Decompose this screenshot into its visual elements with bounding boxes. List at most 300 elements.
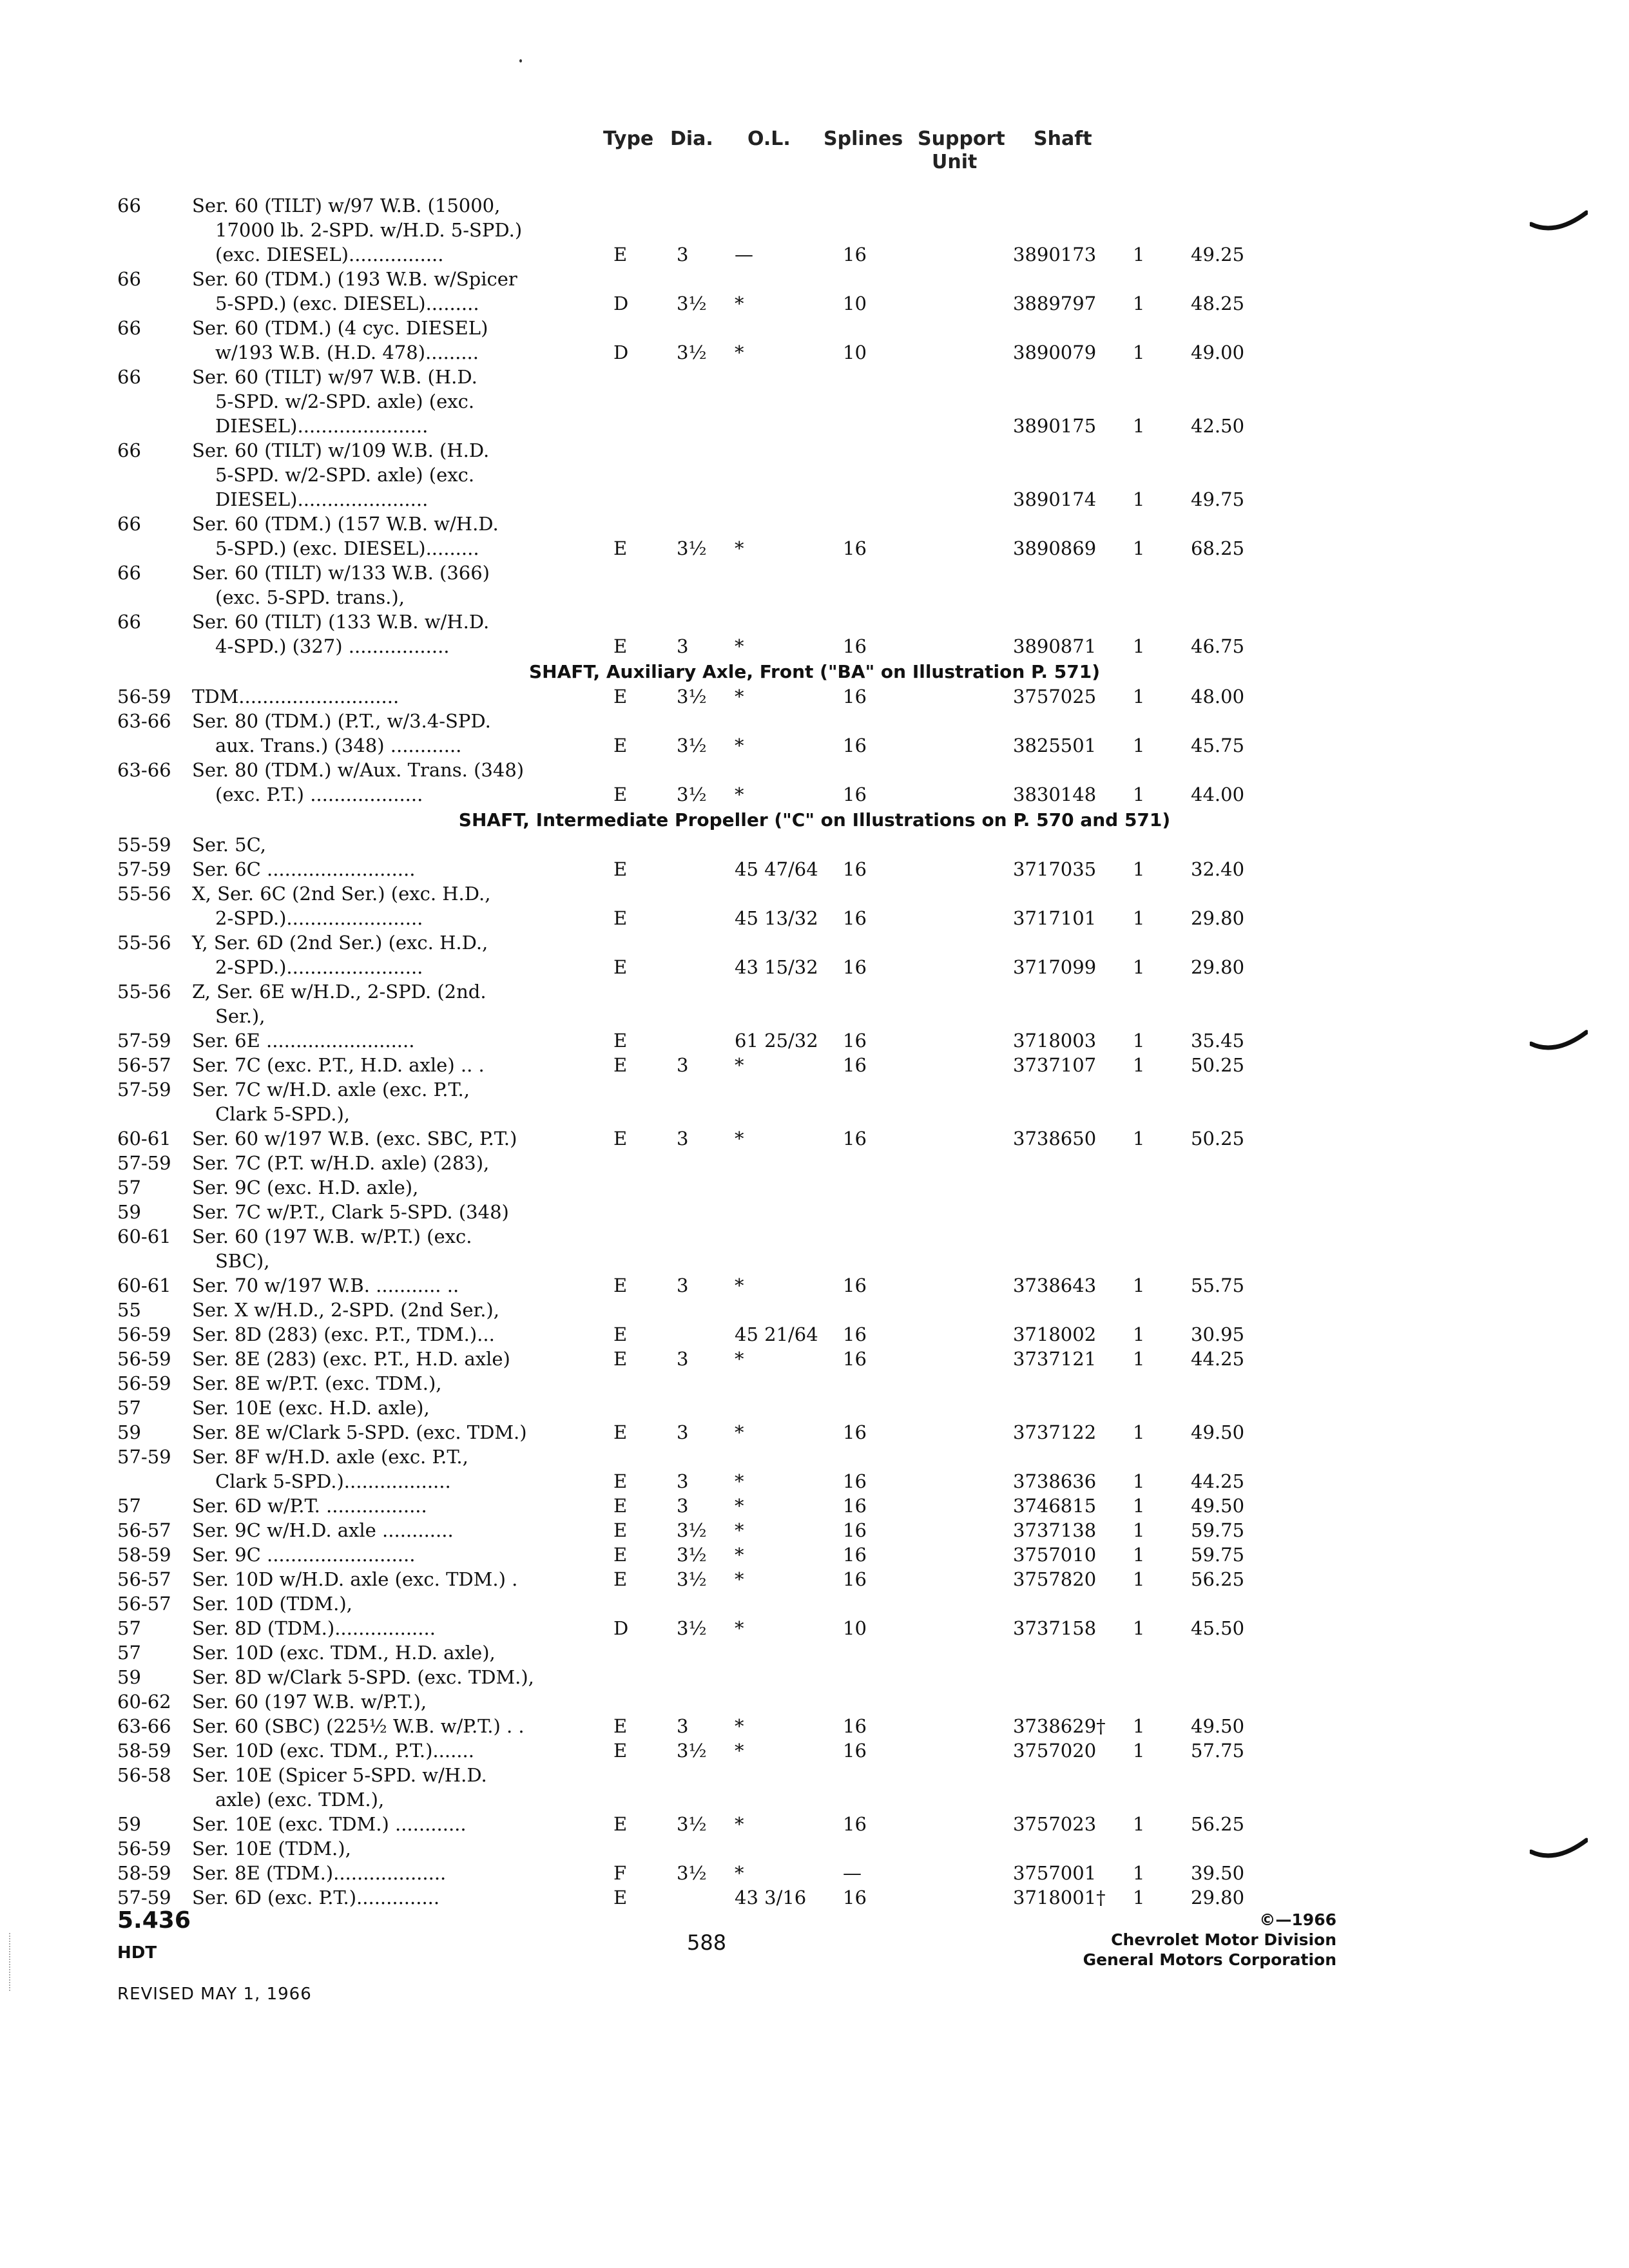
row-description: Ser. 60 (TILT) w/133 W.B. (366) — [192, 562, 490, 584]
row-year: 57-59 — [117, 1079, 171, 1100]
header-support: Support — [918, 128, 1005, 150]
table-row — [0, 1396, 1629, 1420]
row-description: 5-SPD.) (exc. DIESEL)......... — [215, 537, 479, 559]
row-description: w/193 W.B. (H.D. 478)......... — [215, 341, 479, 363]
row-splines: 16 — [843, 1519, 867, 1541]
row-price: 46.75 — [1191, 635, 1245, 657]
row-overall-length: 45 21/64 — [735, 1323, 818, 1345]
row-year: 56-57 — [117, 1519, 171, 1541]
row-description: 2-SPD.)....................... — [215, 956, 423, 978]
table-row — [0, 438, 1629, 463]
row-diameter: 3 — [677, 1054, 689, 1076]
row-price: 45.50 — [1191, 1617, 1245, 1639]
row-quantity: 1 — [1133, 686, 1145, 707]
table-row — [0, 1420, 1629, 1445]
row-description: Ser. 60 w/197 W.B. (exc. SBC, P.T.) — [192, 1128, 517, 1149]
row-overall-length: * — [735, 1813, 744, 1835]
row-price: 44.25 — [1191, 1470, 1245, 1492]
row-description: Ser. 10E (exc. H.D. axle), — [192, 1397, 430, 1419]
row-overall-length: * — [735, 341, 744, 363]
row-year: 58-59 — [117, 1740, 171, 1762]
table-row — [0, 1175, 1629, 1200]
table-row — [0, 709, 1629, 733]
row-splines: — — [843, 1862, 862, 1884]
row-price: 48.00 — [1191, 686, 1245, 707]
row-description: Ser. 6E ......................... — [192, 1030, 415, 1052]
row-diameter: 3 — [677, 1470, 689, 1492]
row-quantity: 1 — [1133, 1470, 1145, 1492]
row-quantity: 1 — [1133, 293, 1145, 314]
row-splines: 16 — [843, 1813, 867, 1835]
row-description: X, Ser. 6C (2nd Ser.) (exc. H.D., — [192, 883, 491, 905]
row-diameter: 3½ — [677, 686, 707, 707]
table-row — [0, 1567, 1629, 1591]
table-row — [0, 242, 1629, 267]
row-price: 42.50 — [1191, 415, 1245, 437]
table-row — [0, 1347, 1629, 1371]
row-year: 57 — [117, 1397, 141, 1419]
row-type: E — [613, 1519, 628, 1541]
row-price: 30.95 — [1191, 1323, 1245, 1345]
table-row — [0, 561, 1629, 585]
row-shaft-number: 3757001 — [1013, 1862, 1097, 1884]
table-row — [0, 1518, 1629, 1542]
row-price: 56.25 — [1191, 1568, 1245, 1590]
table-row — [0, 1738, 1629, 1763]
row-type: E — [613, 1813, 628, 1835]
table-row — [0, 610, 1629, 634]
row-description: Ser. 10D (exc. TDM., H.D. axle), — [192, 1642, 496, 1664]
row-quantity: 1 — [1133, 1519, 1145, 1541]
row-shaft-number: 3718003 — [1013, 1030, 1097, 1052]
row-description: Ser. 7C w/P.T., Clark 5-SPD. (348) — [192, 1201, 509, 1223]
row-description: axle) (exc. TDM.), — [215, 1789, 385, 1811]
row-splines: 10 — [843, 293, 867, 314]
row-quantity: 1 — [1133, 858, 1145, 880]
table-row — [0, 1542, 1629, 1567]
row-price: 29.80 — [1191, 907, 1245, 929]
header-splines: Splines — [824, 128, 903, 150]
row-description: Ser. 7C (exc. P.T., H.D. axle) .. . — [192, 1054, 485, 1076]
row-description: Ser. 10D (TDM.), — [192, 1593, 352, 1615]
row-description: Clark 5-SPD.).................. — [215, 1470, 451, 1492]
row-type: E — [613, 1715, 628, 1737]
row-type: E — [613, 1323, 628, 1345]
row-price: 49.50 — [1191, 1421, 1245, 1443]
row-year: 57 — [117, 1617, 141, 1639]
row-description: Ser.), — [215, 1005, 265, 1027]
row-year: 66 — [117, 562, 141, 584]
row-shaft-number: 3717101 — [1013, 907, 1097, 929]
row-overall-length: * — [735, 1348, 744, 1370]
row-description: Ser. 60 (SBC) (225½ W.B. w/P.T.) . . — [192, 1715, 525, 1737]
row-diameter: 3½ — [677, 1740, 707, 1762]
row-year: 55-59 — [117, 834, 171, 856]
row-overall-length: * — [735, 1740, 744, 1762]
table-row — [0, 291, 1629, 316]
table-row — [0, 1787, 1629, 1812]
row-type: E — [613, 1054, 628, 1076]
table-row — [0, 955, 1629, 979]
row-type: E — [613, 1030, 628, 1052]
table-row — [0, 1004, 1629, 1028]
row-splines: 16 — [843, 783, 867, 805]
margin-tick-mark — [1530, 207, 1588, 233]
row-year: 60-61 — [117, 1274, 171, 1296]
row-overall-length: * — [735, 293, 744, 314]
table-row — [0, 1053, 1629, 1077]
table-row — [0, 536, 1629, 561]
row-year: 60-62 — [117, 1691, 171, 1713]
row-shaft-number: 3830148 — [1013, 783, 1097, 805]
row-quantity: 1 — [1133, 244, 1145, 265]
row-splines: 16 — [843, 1323, 867, 1345]
row-description: Ser. 6C ......................... — [192, 858, 416, 880]
row-year: 56-59 — [117, 686, 171, 707]
row-year: 58-59 — [117, 1544, 171, 1566]
row-shaft-number: 3890174 — [1013, 488, 1097, 510]
row-year: 55-56 — [117, 932, 171, 954]
row-year: 59 — [117, 1201, 141, 1223]
row-quantity: 1 — [1133, 488, 1145, 510]
row-description: Ser. 8D (283) (exc. P.T., TDM.)... — [192, 1323, 495, 1345]
row-description: Ser. 10E (Spicer 5-SPD. w/H.D. — [192, 1764, 487, 1786]
row-shaft-number: 3757023 — [1013, 1813, 1097, 1835]
table-row — [0, 389, 1629, 414]
row-description: Ser. 8D w/Clark 5-SPD. (exc. TDM.), — [192, 1666, 534, 1688]
table-row — [0, 1273, 1629, 1298]
row-shaft-number: 3717035 — [1013, 858, 1097, 880]
row-description: TDM........................... — [192, 686, 400, 707]
row-price: 35.45 — [1191, 1030, 1245, 1052]
row-description: Ser. 9C w/H.D. axle ............ — [192, 1519, 454, 1541]
row-overall-length: * — [735, 1054, 744, 1076]
table-row — [0, 1028, 1629, 1053]
row-price: 49.75 — [1191, 488, 1245, 510]
row-description: Ser. X w/H.D., 2-SPD. (2nd Ser.), — [192, 1299, 499, 1321]
row-shaft-number: 3717099 — [1013, 956, 1097, 978]
row-overall-length: * — [735, 1495, 744, 1517]
row-splines: 16 — [843, 858, 867, 880]
row-description: Ser. 80 (TDM.) (P.T., w/3.4-SPD. — [192, 710, 491, 732]
row-splines: 16 — [843, 1054, 867, 1076]
row-description: Ser. 8E w/Clark 5-SPD. (exc. TDM.) — [192, 1421, 527, 1443]
row-description: Ser. 60 (TDM.) (157 W.B. w/H.D. — [192, 513, 499, 535]
row-description: Ser. 8E (TDM.)................... — [192, 1862, 447, 1884]
row-splines: 16 — [843, 1348, 867, 1370]
row-splines: 16 — [843, 1715, 867, 1737]
row-year: 60-61 — [117, 1128, 171, 1149]
row-year: 60-61 — [117, 1225, 171, 1247]
row-year: 56-57 — [117, 1568, 171, 1590]
table-row — [0, 1885, 1629, 1910]
row-overall-length: * — [735, 1470, 744, 1492]
row-type: E — [613, 244, 628, 265]
row-diameter: 3½ — [677, 1519, 707, 1541]
row-price: 39.50 — [1191, 1862, 1245, 1884]
row-splines: 16 — [843, 686, 867, 707]
row-overall-length: 61 25/32 — [735, 1030, 818, 1052]
row-overall-length: 45 13/32 — [735, 907, 818, 929]
row-description: Ser. 8E (283) (exc. P.T., H.D. axle) — [192, 1348, 510, 1370]
row-year: 56-57 — [117, 1593, 171, 1615]
row-diameter: 3 — [677, 1128, 689, 1149]
row-year: 57 — [117, 1177, 141, 1198]
row-quantity: 1 — [1133, 783, 1145, 805]
row-shaft-number: 3718001† — [1013, 1887, 1106, 1908]
table-row — [0, 1102, 1629, 1126]
table-row — [0, 1836, 1629, 1861]
table-row — [0, 1665, 1629, 1689]
row-year: 66 — [117, 513, 141, 535]
row-year: 59 — [117, 1421, 141, 1443]
row-description: 5-SPD. w/2-SPD. axle) (exc. — [215, 390, 475, 412]
row-splines: 16 — [843, 1030, 867, 1052]
row-year: 66 — [117, 611, 141, 633]
row-diameter: 3½ — [677, 735, 707, 756]
row-price: 48.25 — [1191, 293, 1245, 314]
row-type: E — [613, 1470, 628, 1492]
row-description: 17000 lb. 2-SPD. w/H.D. 5-SPD.) — [215, 219, 523, 241]
table-row — [0, 1591, 1629, 1616]
scan-edge-mark — [9, 1933, 12, 1991]
row-shaft-number: 3737121 — [1013, 1348, 1097, 1370]
row-description: Ser. 8E w/P.T. (exc. TDM.), — [192, 1372, 442, 1394]
table-row — [0, 218, 1629, 242]
row-description: DIESEL)...................... — [215, 415, 429, 437]
row-shaft-number: 3738636 — [1013, 1470, 1097, 1492]
row-price: 49.50 — [1191, 1715, 1245, 1737]
row-price: 59.75 — [1191, 1544, 1245, 1566]
table-row — [0, 634, 1629, 658]
table-row — [0, 1714, 1629, 1738]
row-splines: 16 — [843, 1470, 867, 1492]
row-diameter: 3 — [677, 1495, 689, 1517]
row-type: E — [613, 1348, 628, 1370]
row-diameter: 3½ — [677, 783, 707, 805]
row-diameter: 3½ — [677, 1813, 707, 1835]
row-quantity: 1 — [1133, 1862, 1145, 1884]
row-type: E — [613, 956, 628, 978]
row-description: (exc. DIESEL)................ — [215, 244, 444, 265]
row-year: 57-59 — [117, 1887, 171, 1908]
row-diameter: 3 — [677, 635, 689, 657]
row-splines: 16 — [843, 1887, 867, 1908]
table-row — [0, 1812, 1629, 1836]
row-type: E — [613, 1544, 628, 1566]
table-row — [0, 1077, 1629, 1102]
row-description: Ser. 10D (exc. TDM., P.T.)....... — [192, 1740, 474, 1762]
table-row — [0, 733, 1629, 758]
row-description: Ser. 80 (TDM.) w/Aux. Trans. (348) — [192, 759, 525, 781]
row-shaft-number: 3757820 — [1013, 1568, 1097, 1590]
table-row — [0, 1469, 1629, 1494]
margin-tick-mark — [1530, 1027, 1588, 1053]
row-shaft-number: 3889797 — [1013, 293, 1097, 314]
table-row — [0, 684, 1629, 709]
row-shaft-number: 3757020 — [1013, 1740, 1097, 1762]
row-description: 5-SPD.) (exc. DIESEL)......... — [215, 293, 479, 314]
row-splines: 16 — [843, 244, 867, 265]
row-price: 29.80 — [1191, 956, 1245, 978]
row-price: 50.25 — [1191, 1128, 1245, 1149]
division-name: Chevrolet Motor Division — [1111, 1930, 1336, 1949]
row-description: Clark 5-SPD.), — [215, 1103, 351, 1125]
row-year: 56-59 — [117, 1372, 171, 1394]
table-row — [0, 1640, 1629, 1665]
table-row — [0, 512, 1629, 536]
row-diameter: 3½ — [677, 1617, 707, 1639]
table-row — [0, 365, 1629, 389]
row-type: E — [613, 1495, 628, 1517]
row-description: 4-SPD.) (327) ................. — [215, 635, 450, 657]
row-type: E — [613, 635, 628, 657]
row-description: Ser. 60 (TILT) w/97 W.B. (15000, — [192, 195, 501, 216]
table-row — [0, 463, 1629, 487]
section-heading-row — [0, 807, 1629, 832]
row-year: 56-59 — [117, 1323, 171, 1345]
row-quantity: 1 — [1133, 1887, 1145, 1908]
row-year: 58-59 — [117, 1862, 171, 1884]
row-type: E — [613, 1887, 628, 1908]
row-description: Ser. 10E (TDM.), — [192, 1838, 351, 1860]
row-price: 49.00 — [1191, 341, 1245, 363]
row-year: 63-66 — [117, 759, 171, 781]
row-quantity: 1 — [1133, 1813, 1145, 1835]
row-overall-length: * — [735, 783, 744, 805]
row-type: E — [613, 1274, 628, 1296]
row-year: 55 — [117, 1299, 141, 1321]
row-price: 50.25 — [1191, 1054, 1245, 1076]
row-description: (exc. P.T.) ................... — [215, 783, 423, 805]
row-year: 63-66 — [117, 1715, 171, 1737]
row-type: E — [613, 1568, 628, 1590]
row-splines: 16 — [843, 1495, 867, 1517]
table-row — [0, 1494, 1629, 1518]
row-description: Z, Ser. 6E w/H.D., 2-SPD. (2nd. — [192, 981, 487, 1003]
row-splines: 16 — [843, 735, 867, 756]
corporation-name: General Motors Corporation — [1083, 1950, 1336, 1969]
row-quantity: 1 — [1133, 415, 1145, 437]
row-price: 49.50 — [1191, 1495, 1245, 1517]
row-description: SBC), — [215, 1250, 270, 1272]
row-splines: 16 — [843, 1421, 867, 1443]
row-quantity: 1 — [1133, 341, 1145, 363]
header-type: Type — [603, 128, 654, 150]
row-quantity: 1 — [1133, 537, 1145, 559]
table-row — [0, 1689, 1629, 1714]
table-row — [0, 340, 1629, 365]
row-overall-length: * — [735, 537, 744, 559]
row-shaft-number: 3737122 — [1013, 1421, 1097, 1443]
row-overall-length: 43 15/32 — [735, 956, 818, 978]
row-quantity: 1 — [1133, 1323, 1145, 1345]
table-row — [0, 1445, 1629, 1469]
row-splines: 16 — [843, 907, 867, 929]
table-row — [0, 1322, 1629, 1347]
row-quantity: 1 — [1133, 1568, 1145, 1590]
row-description: DIESEL)...................... — [215, 488, 429, 510]
row-description: Ser. 60 (TDM.) (4 cyc. DIESEL) — [192, 317, 488, 339]
section-heading-row — [0, 658, 1629, 684]
table-row — [0, 1151, 1629, 1175]
row-year: 66 — [117, 268, 141, 290]
row-description: 2-SPD.)....................... — [215, 907, 423, 929]
row-overall-length: — — [735, 244, 753, 265]
row-price: 32.40 — [1191, 858, 1245, 880]
row-quantity: 1 — [1133, 1617, 1145, 1639]
copyright-year: ©—1966 — [1259, 1910, 1336, 1929]
row-diameter: 3 — [677, 1348, 689, 1370]
row-type: F — [613, 1862, 627, 1884]
row-quantity: 1 — [1133, 1348, 1145, 1370]
row-description: Ser. 60 (197 W.B. w/P.T.) (exc. — [192, 1225, 472, 1247]
section-heading: SHAFT, Intermediate Propeller ("C" on Illustrations on P. 570 and 571) — [458, 809, 1171, 831]
row-diameter: 3½ — [677, 537, 707, 559]
row-year: 66 — [117, 439, 141, 461]
row-description: Ser. 9C (exc. H.D. axle), — [192, 1177, 419, 1198]
table-row — [0, 316, 1629, 340]
table-row — [0, 1298, 1629, 1322]
row-quantity: 1 — [1133, 1544, 1145, 1566]
row-type: E — [613, 686, 628, 707]
row-shaft-number: 3757025 — [1013, 686, 1097, 707]
row-quantity: 1 — [1133, 1030, 1145, 1052]
section-code: 5.436 — [117, 1907, 191, 1934]
row-overall-length: * — [735, 686, 744, 707]
row-type: E — [613, 1128, 628, 1149]
row-diameter: 3 — [677, 244, 689, 265]
header-shaft: Shaft — [1034, 128, 1092, 150]
row-year: 56-59 — [117, 1348, 171, 1370]
row-year: 66 — [117, 366, 141, 388]
row-year: 57 — [117, 1495, 141, 1517]
section-subcode: HDT — [117, 1943, 157, 1963]
row-year: 57 — [117, 1642, 141, 1664]
row-diameter: 3 — [677, 1274, 689, 1296]
revised-date: REVISED MAY 1, 1966 — [117, 1984, 312, 2004]
table-row — [0, 857, 1629, 881]
row-splines: 16 — [843, 1274, 867, 1296]
header-dia: Dia. — [670, 128, 713, 150]
row-shaft-number: 3737158 — [1013, 1617, 1097, 1639]
row-diameter: 3 — [677, 1715, 689, 1737]
row-price: 59.75 — [1191, 1519, 1245, 1541]
row-description: Ser. 6D (exc. P.T.).............. — [192, 1887, 440, 1908]
row-description: 5-SPD. w/2-SPD. axle) (exc. — [215, 464, 475, 486]
section-heading: SHAFT, Auxiliary Axle, Front ("BA" on Illustration P. 571) — [528, 661, 1101, 682]
row-splines: 16 — [843, 1568, 867, 1590]
table-row — [0, 193, 1629, 218]
row-splines: 16 — [843, 956, 867, 978]
row-type: E — [613, 735, 628, 756]
row-year: 55-56 — [117, 883, 171, 905]
row-description: aux. Trans.) (348) ............ — [215, 735, 462, 756]
row-description: Ser. 10D w/H.D. axle (exc. TDM.) . — [192, 1568, 518, 1590]
row-type: E — [613, 537, 628, 559]
row-quantity: 1 — [1133, 1128, 1145, 1149]
row-shaft-number: 3890869 — [1013, 537, 1097, 559]
row-description: Ser. 6D w/P.T. ................. — [192, 1495, 427, 1517]
table-row — [0, 1126, 1629, 1151]
row-shaft-number: 3890871 — [1013, 635, 1097, 657]
row-year: 55-56 — [117, 981, 171, 1003]
row-description: Ser. 9C ......................... — [192, 1544, 416, 1566]
row-quantity: 1 — [1133, 1740, 1145, 1762]
row-splines: 16 — [843, 1740, 867, 1762]
row-year: 63-66 — [117, 710, 171, 732]
row-description: Ser. 60 (TILT) w/109 W.B. (H.D. — [192, 439, 490, 461]
